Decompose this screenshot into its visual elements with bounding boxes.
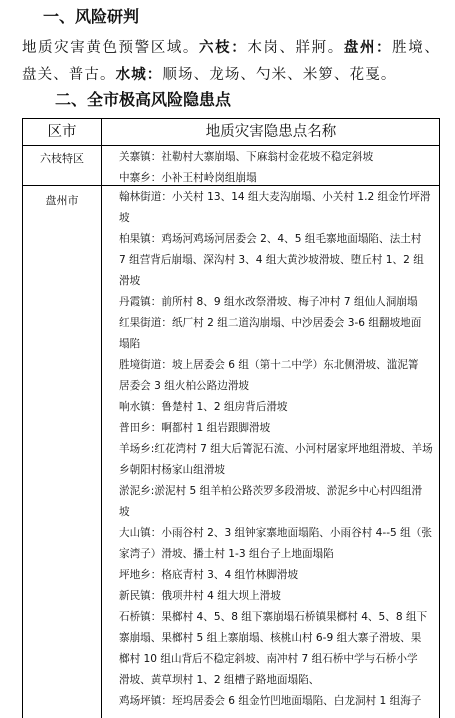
shuicheng-label: 水城： (115, 67, 163, 83)
hazard-point-line: 中寨乡：小补王村岭岗组崩塌 (119, 172, 257, 184)
hazard-point-line: 大山镇：小雨谷村 2、3 组钟家寨地面塌陷、小雨谷村 4--5 组（张 (119, 527, 432, 539)
liuzhi-label: 六枝： (199, 40, 248, 56)
liuzhi-areas: 木岗、牂牁。 (247, 40, 344, 56)
hazard-points-cell (119, 147, 439, 189)
section-heading-risk-assessment: 一、风险研判 (43, 7, 140, 26)
hazard-point-line: 寨崩塌、果榔村 5 组上寨崩塌、核桃山村 6-9 组大寨子滑坡、果 (119, 632, 422, 644)
hazard-point-line: 丹霞镇：前所村 8、9 组水改祭滑坡、梅子冲村 7 组仙人洞崩塌 (119, 296, 418, 308)
hazard-point-line: 普田乡：啊都村 1 组岩跟脚滑坡 (119, 422, 271, 434)
hazard-point-line: 石桥镇：果榔村 4、5、8 组下寨崩塌石桥镇果榔村 4、5、8 组下 (119, 611, 428, 623)
hazard-point-line: 柏果镇：鸡场河鸡场河居委会 2、4、5 组毛寨地面塌陷、法土村 (119, 233, 422, 245)
hazard-point-line: 滑坡 (119, 275, 141, 287)
column-header-district: 区市 (47, 124, 77, 140)
hazard-point-line: 榔村 10 组山背后不稳定斜坡、南冲村 7 组石桥中学与石桥小学 (119, 653, 418, 665)
section-heading-high-risk-points: 二、全市极高风险隐患点 (55, 90, 232, 109)
hazard-point-line: 新民镇：俄项井村 4 组大坝上滑坡 (119, 590, 281, 602)
district-cell: 六枝特区 (40, 152, 84, 165)
hazard-point-line: 家湾子）滑坡、播土村 1-3 组台子上地面塌陷 (119, 548, 334, 560)
hazard-point-line: 坡 (119, 506, 130, 518)
shuicheng-areas: 顺场、龙场、勺米、米箩、花戛。 (162, 67, 397, 83)
hazard-point-line: 乡朝阳村杨家山组滑坡 (119, 464, 225, 476)
hazard-point-line: 7 组营背后崩塌、深沟村 3、4 组大黄沙坡滑坡、堕丘村 1、2 组 (119, 254, 424, 266)
district-cell: 盘州市 (45, 194, 79, 207)
hazard-point-line: 坡 (119, 212, 130, 224)
panzhou-areas: 胜境、盘关、普古。 (22, 40, 440, 83)
hazard-point-line: 羊场乡:红花湾村 7 组大后箐泥石流、小河村屠家坪地组滑坡、羊场 (119, 443, 433, 455)
hazard-point-line: 鸡场坪镇：垤坞居委会 6 组金竹凹地面塌陷、白龙洞村 1 组海子 (119, 695, 422, 707)
panzhou-label: 盘州： (343, 40, 393, 56)
hazard-point-line: 淤泥乡:淤泥村 5 组羊柏公路茨罗多段滑坡、淤泥乡中心村四组滑 (119, 485, 423, 497)
risk-assessment-paragraph (22, 35, 440, 89)
intro-text: 地质灾害黄色预警区域。 (22, 40, 200, 56)
header-row-divider (23, 145, 439, 146)
hazard-points-table (22, 118, 440, 718)
hazard-point-line: 胜境街道：坡上居委会 6 组（第十二中学）东北侧滑坡、滥泥箐 (119, 359, 419, 371)
hazard-point-line: 居委会 3 组火柏公路边滑坡 (119, 380, 250, 392)
row-divider (23, 185, 439, 186)
hazard-point-line: 滑坡、黄草坝村 1、2 组槽子路地面塌陷、 (119, 674, 320, 686)
column-header-hazard-points: 地质灾害隐患点名称 (205, 124, 337, 140)
column-divider (101, 119, 102, 718)
hazard-point-line: 翰林街道：小关村 13、14 组大麦沟崩塌、小关村 1.2 组金竹坪滑 (119, 191, 431, 203)
hazard-point-line: 红果街道：纸厂村 2 组二道沟崩塌、中沙居委会 3-6 组翻坡地面 (119, 317, 422, 329)
hazard-point-line: 塌陷 (119, 338, 141, 350)
hazard-points-cell (119, 187, 439, 712)
hazard-point-line: 关寨镇：社勒村大寨崩塌、下麻翁村金花坡不稳定斜坡 (119, 151, 374, 163)
hazard-point-line: 响水镇：鲁楚村 1、2 组房背后滑坡 (119, 401, 288, 413)
hazard-point-line: 坪地乡：格底青村 3、4 组竹林脚滑坡 (119, 569, 299, 581)
